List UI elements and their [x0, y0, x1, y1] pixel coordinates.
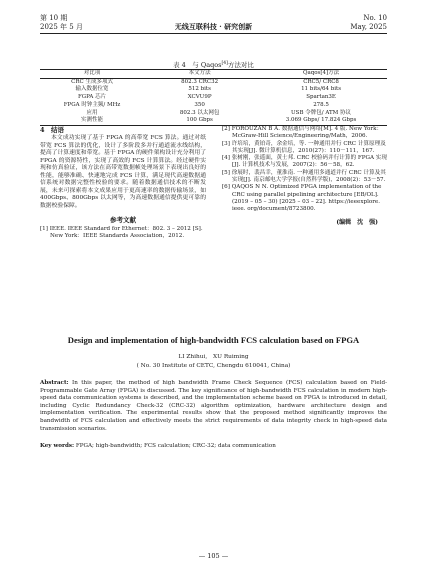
abstract-label: Abstract: — [40, 380, 69, 386]
reference-item: [4] 张树刚，张遥面，黄士邦. CRC 校验码并行计算的 FPGA 实现[J]. 计算机技术与发展，2007(2)：56－58，62. — [222, 155, 387, 169]
table-header-cell: 对比项 — [83, 70, 101, 76]
header-rule — [40, 33, 387, 34]
table-row — [40, 117, 387, 125]
header-date-en: May, 2025 — [350, 23, 387, 31]
table-cell: 3.069 Gbps/ 17.824 Gbps — [285, 117, 357, 124]
header-issue-en: No. 10 — [363, 14, 387, 22]
table-cell: FPGA 时钟主频/ MHz — [63, 101, 121, 108]
english-authors: LI Zhihui, XU Ruiming — [178, 354, 249, 360]
keywords-label: Key words: — [40, 443, 75, 449]
english-abstract — [40, 380, 387, 433]
table-caption-tail: 方法对比 — [227, 61, 254, 70]
table-cell: 802.3 CRC32 — [181, 78, 219, 85]
reference-item: [3] 许培培，黄铂奇，余金培，等. 一种通用并行 CRC 计算原理及其实现[J]. 微计算机信息，2010(27)：110－111，167. — [222, 140, 386, 154]
english-affiliation: ( No. 30 Institute of CETC, Chengdu 610041, China) — [136, 363, 291, 369]
table-caption-ref: [4] — [221, 61, 228, 66]
table-cell: 输入数据位宽 — [75, 86, 109, 93]
section-title: 4 结语 — [40, 126, 65, 134]
table-caption — [40, 60, 387, 69]
left-column — [40, 126, 206, 241]
conclusion-paragraph: 本文成功实现了基于 FPGA 的高带宽 FCS 算法。通过对纸带宽 FCS 算法的优化，设计了多阶段多并行通道流水线结构，提高了计算速度和带宽。基于 FPGA 的硬件架构设计充分利用了 FPGA 的资源特性，实现了高效的 FCS 计算算法。经过硬件实现和仿真验证，该方法在高带宽数据帧处理场景下表现出良好的性能，能够准确、快速地完成 FCS 计算，满足现代高速数据通信系统对数据完整性校验的要求。随着数据通信技术的不断发展，未来可探索将本文成果应用于更高速率的数据传输场景，如 400Gbps、800Gbps 以太网等，为高速数据通信提供更可靠的数据校验保障。 — [40, 135, 206, 209]
header-journal: 无线互联科技 · 研究创新 — [174, 22, 253, 31]
table-cell: 11 bits/64 bits — [301, 86, 342, 93]
table-header-cell: 本文方法 — [188, 70, 211, 76]
table-cell: 278.5 — [313, 101, 329, 108]
table-row — [40, 86, 387, 94]
table-cell: XCVU9P — [187, 94, 212, 101]
reference-item: [5] 徐展时，裴昌幸，董淮南. 一种通用多通道并行 CRC 计算及其实现[J]. 南京邮电大学学报(自然科学版)，2008(2)：53－57. — [222, 169, 386, 184]
table-row — [40, 94, 387, 102]
table-header-row — [40, 70, 387, 79]
reference-item: [1] IEEE. IEEE Standard for Ethernet：802. 3 – 2012 [S]. New York：IEEE Standards Association，2012. — [40, 226, 203, 240]
english-keywords — [40, 443, 387, 451]
page-number: — 105 — — [198, 552, 229, 560]
keywords-text: FPGA; high-bandwidth; FCS calculation; CRC-32; data communication — [74, 443, 276, 449]
table-cell: 100 Gbps — [186, 117, 213, 124]
table-cell: CRC 生成多项式 — [71, 78, 113, 85]
table-header-cell: Qaqos[4]方法 — [302, 70, 340, 76]
comparison-table — [40, 69, 387, 126]
table-cell: CRC5/ CRC8 — [303, 78, 339, 85]
table-caption-text: 表 4 与 Qaqos — [173, 61, 222, 70]
table-cell: 实测性能 — [81, 117, 104, 124]
table-cell: Spartan3E — [306, 94, 336, 101]
table-cell: 应用 — [86, 109, 98, 116]
table-cell: 802.3 以太网包 — [179, 109, 220, 116]
table-row — [40, 102, 387, 110]
header-issue-cn: 第 10 期 — [40, 14, 68, 22]
reference-item: [6] QAQOS N N. Optimized FPGA implementation of the CRC using parallel pipelining architecture [EB/OL]. (2019 – 05 – 30) [2025 – 03 – 22]. https://ieeexplore. ieee. org/document/8723800. — [222, 184, 382, 213]
table-cell: 512 bits — [188, 86, 211, 93]
references-title: 参考文献 — [110, 216, 136, 224]
header-date-cn: 2025 年 5 月 — [40, 23, 83, 31]
table-cell: 350 — [194, 101, 205, 108]
table-cell: FGPA 芯片 — [77, 94, 107, 101]
editor-note: (编辑 沈 强) — [336, 218, 378, 226]
reference-item: [2] FOROUZAN B A. 数据通信与网络[M]. 4 版. New York：McGraw-Hill Science/Engineering/Math，2006. — [222, 126, 383, 140]
english-title: Design and implementation of high-bandwidth FCS calculation based on FPGA — [67, 335, 360, 345]
abstract-text: In this paper, the method of high bandwidth Frame Check Sequence (FCS) calculation based on Field-Programmable Gate Array (FPGA) is discussed. The key significance of high-bandwidth FCS calculation in modern high-speed data communication systems is described, and the implementation scheme based on FPGA is introduced in detail, including Cyclic Redundancy Check-32 (CRC-32) algorithm optimization, hardware architecture design and implementation verification. The experimental results show that the proposed method significantly improves the bandwidth of FCS calculation and effectively meets the strict requirements of data integrity check in high-speed data transmission scenarios. — [40, 380, 387, 432]
right-column — [222, 126, 388, 226]
table-cell: USB 令牌包/ ATM 协议 — [291, 109, 352, 116]
